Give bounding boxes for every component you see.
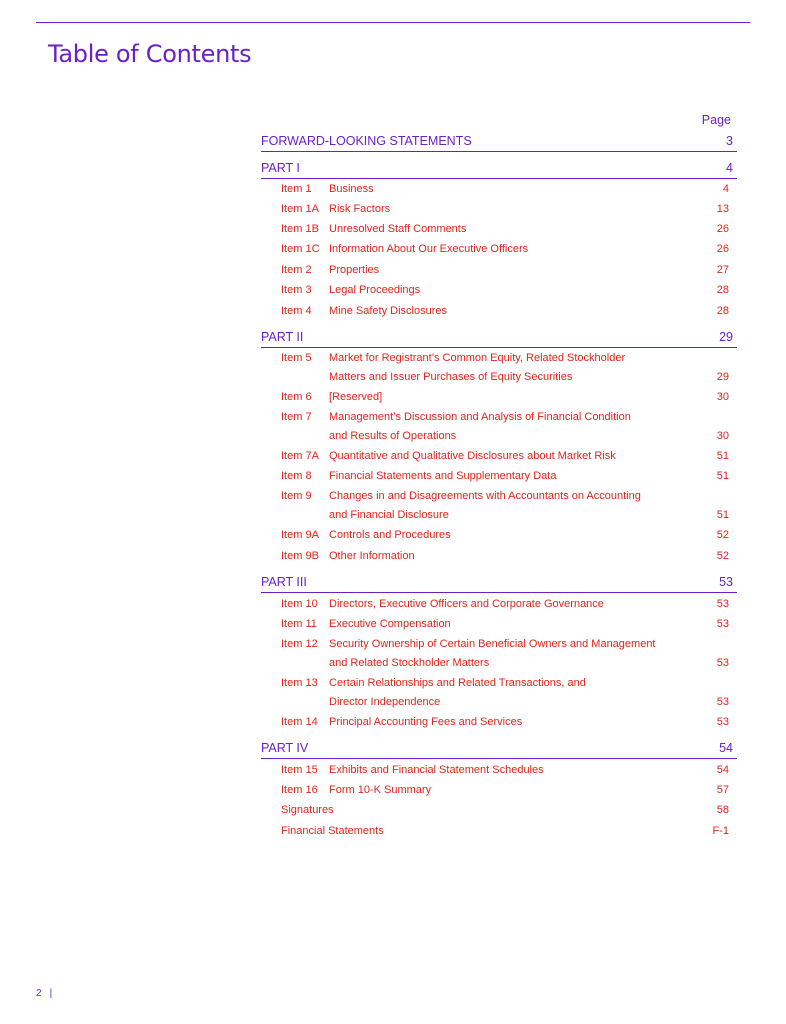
toc-item-title-continued: and Financial Disclosure	[329, 509, 449, 521]
toc-item-4[interactable]	[261, 302, 737, 321]
toc-item-page: 27	[716, 264, 729, 276]
toc-item-10[interactable]	[261, 595, 737, 614]
toc-part-1[interactable]	[261, 159, 737, 179]
toc-item-title: Financial Statements	[281, 825, 384, 837]
toc-item-title: Risk Factors	[329, 203, 391, 215]
toc-item-number: Item 7	[281, 411, 312, 423]
toc-item-number: Item 11	[281, 618, 317, 630]
toc-item-title: Exhibits and Financial Statement Schedules	[329, 764, 544, 776]
toc-item-1a[interactable]	[261, 200, 737, 219]
toc-item-page: 53	[716, 696, 729, 708]
toc-item-15[interactable]	[261, 761, 737, 780]
toc-item-page: 26	[716, 223, 729, 235]
toc-item-number: Item 12	[281, 638, 318, 650]
toc-item-1b[interactable]	[261, 220, 737, 239]
toc-item-number: Item 9A	[281, 529, 319, 541]
toc-item-title: Controls and Procedures	[329, 529, 451, 541]
toc-part-4[interactable]	[261, 739, 737, 759]
toc-item-page: 58	[716, 804, 729, 816]
toc-item-page: 53	[716, 716, 729, 728]
toc-item-number: Item 6	[281, 391, 312, 403]
toc-item-16[interactable]	[261, 781, 737, 800]
toc-item-page: 26	[716, 243, 729, 255]
toc-item-title-continued: Matters and Issuer Purchases of Equity Securities	[329, 371, 573, 383]
toc-item-title: Security Ownership of Certain Beneficial Owners and Management	[329, 638, 656, 650]
toc-item-number: Item 10	[281, 598, 318, 610]
toc-item-page: 28	[716, 284, 729, 296]
toc-item-title: Form 10-K Summary	[329, 784, 432, 796]
page-number: 2	[36, 988, 42, 999]
toc-item-7[interactable]	[261, 408, 737, 446]
toc-item-title-continued: and Results of Operations	[329, 430, 457, 442]
toc-part-label: PART IV	[261, 741, 309, 755]
header-rule	[36, 22, 750, 23]
toc-item-page: 57	[716, 784, 729, 796]
toc-item-page: F-1	[712, 825, 729, 837]
toc-item-number: Item 1C	[281, 243, 320, 255]
toc-item-title: Quantitative and Qualitative Disclosures about Market Risk	[329, 450, 616, 462]
toc-item-13[interactable]	[261, 674, 737, 712]
toc-item-title: Certain Relationships and Related Transactions, and	[329, 677, 586, 689]
toc-item-title-continued: and Related Stockholder Matters	[329, 657, 490, 669]
toc-item-12[interactable]	[261, 635, 737, 673]
toc-item-title: [Reserved]	[329, 391, 383, 403]
toc-item-page: 53	[716, 657, 729, 669]
toc-item-number: Item 1A	[281, 203, 319, 215]
toc-item-signatures[interactable]	[261, 801, 737, 820]
toc-item-page: 4	[722, 183, 729, 195]
toc-part-2[interactable]	[261, 328, 737, 348]
toc-item-page: 53	[716, 598, 729, 610]
toc-item-page: 28	[716, 305, 729, 317]
toc-item-number: Item 7A	[281, 450, 319, 462]
toc-item-title: Properties	[329, 264, 380, 276]
toc-item-page: 51	[716, 509, 729, 521]
toc-item-page: 51	[716, 450, 729, 462]
toc-item-number: Item 16	[281, 784, 318, 796]
page-title: Table of Contents	[48, 40, 252, 68]
toc-item-9a[interactable]	[261, 526, 737, 545]
toc-item-title: Business	[329, 183, 374, 195]
toc-item-9[interactable]	[261, 487, 737, 525]
toc-item-number: Item 9B	[281, 550, 319, 562]
toc-item-page: 13	[716, 203, 729, 215]
toc-item-14[interactable]	[261, 713, 737, 732]
toc-item-number: Item 1B	[281, 223, 319, 235]
toc-item-title: Directors, Executive Officers and Corporate Governance	[329, 598, 604, 610]
toc-item-title: Financial Statements and Supplementary Data	[329, 470, 557, 482]
toc-item-number: Item 1	[281, 183, 312, 195]
toc-item-title: Unresolved Staff Comments	[329, 223, 467, 235]
toc-item-1[interactable]	[261, 180, 737, 199]
toc-item-page: 52	[716, 529, 729, 541]
toc-item-9b[interactable]	[261, 547, 737, 566]
toc-item-number: Item 3	[281, 284, 312, 296]
toc-forward-looking-statements[interactable]	[261, 132, 737, 152]
toc-item-title: Legal Proceedings	[329, 284, 421, 296]
toc-item-page: 51	[716, 470, 729, 482]
page-column-label: Page	[701, 113, 731, 127]
toc-item-page: 29	[716, 371, 729, 383]
toc-item-number: Item 8	[281, 470, 312, 482]
toc-item-2[interactable]	[261, 261, 737, 280]
toc-part-page: 29	[719, 330, 733, 344]
toc-item-title-continued: Director Independence	[329, 696, 441, 708]
toc-item-number: Item 9	[281, 490, 312, 502]
toc-item-3[interactable]	[261, 281, 737, 300]
toc-item-title: Mine Safety Disclosures	[329, 305, 447, 317]
toc-part-page: 53	[719, 575, 733, 589]
toc-item-page: 30	[716, 391, 729, 403]
toc-item-title: Executive Compensation	[329, 618, 451, 630]
toc-item-page: 53	[716, 618, 729, 630]
toc-item-6[interactable]	[261, 388, 737, 407]
toc-item-title: Principal Accounting Fees and Services	[329, 716, 523, 728]
toc-part-3[interactable]	[261, 573, 737, 593]
toc-item-8[interactable]	[261, 467, 737, 486]
toc-item-number: Item 14	[281, 716, 318, 728]
toc-item-page: 52	[716, 550, 729, 562]
toc-part-label: PART I	[261, 161, 300, 175]
toc-item-page: 30	[716, 430, 729, 442]
toc-item-title: Signatures	[281, 804, 334, 816]
toc-item-5[interactable]	[261, 349, 737, 387]
footer-separator: |	[49, 988, 53, 999]
toc-item-title: Market for Registrant’s Common Equity, Related Stockholder	[329, 352, 626, 364]
toc-item-7a[interactable]	[261, 447, 737, 466]
toc-part-page: 4	[726, 161, 733, 175]
toc-item-number: Item 15	[281, 764, 318, 776]
toc-item-financial-statements[interactable]	[261, 822, 737, 841]
toc-item-1c[interactable]	[261, 240, 737, 259]
toc-item-title: Changes in and Disagreements with Accountants on Accounting	[329, 490, 641, 502]
toc-part-page: 3	[726, 134, 733, 148]
toc-item-number: Item 2	[281, 264, 312, 276]
toc-item-title: Management’s Discussion and Analysis of Financial Condition	[329, 411, 631, 423]
toc-part-page: 54	[719, 741, 733, 755]
toc-part-label: PART II	[261, 330, 304, 344]
toc-item-page: 54	[716, 764, 729, 776]
toc-item-number: Item 5	[281, 352, 312, 364]
toc-item-number: Item 4	[281, 305, 312, 317]
toc-item-title: Information About Our Executive Officers	[329, 243, 529, 255]
toc-item-title: Other Information	[329, 550, 415, 562]
toc-part-label: FORWARD-LOOKING STATEMENTS	[261, 134, 472, 148]
toc-item-number: Item 13	[281, 677, 318, 689]
page-footer	[36, 988, 52, 999]
toc-part-label: PART III	[261, 575, 307, 589]
toc-item-11[interactable]	[261, 615, 737, 634]
